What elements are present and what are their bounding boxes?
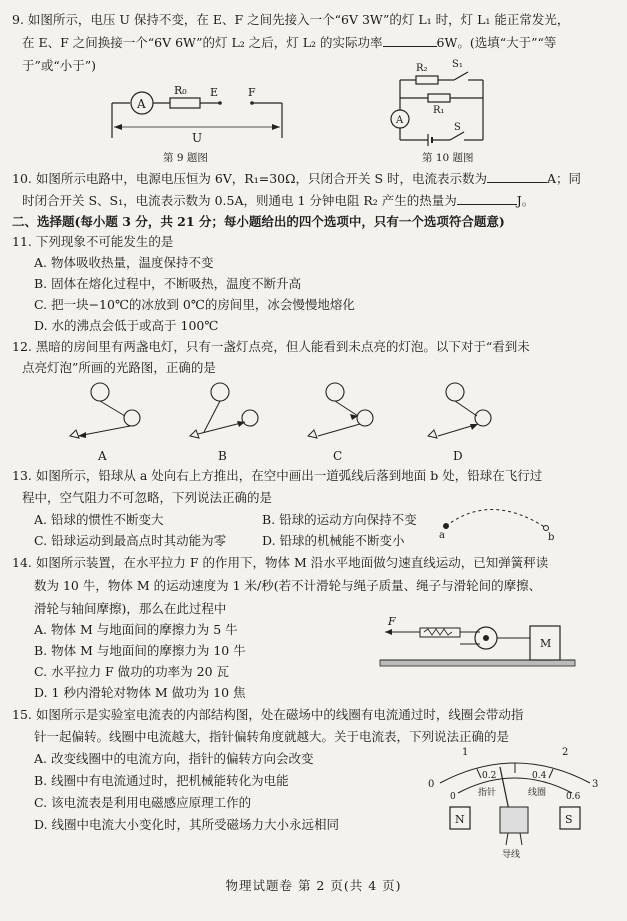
q15-scale-inner-02: 0.2 (482, 771, 497, 781)
q10-r2-label: R₂ (416, 63, 428, 74)
q14-line2: 数为 10 牛，物体 M 的运动速度为 1 米/秒(若不计滑轮与绳子质量、绳子与滑轮间的摩擦、 (34, 578, 542, 593)
q14-option-c: C. 水平拉力 F 做功的功率为 20 瓦 (34, 664, 230, 679)
q14-line3: 滑轮与轴间摩擦)，那么在此过程中 (34, 601, 227, 616)
q15-scale-inner-06: 0.6 (566, 792, 581, 802)
page-footer: 物理试题卷 第 2 页(共 4 页) (225, 878, 402, 893)
q9-circuit-figure (92, 80, 332, 160)
q13-point-b: b (548, 532, 555, 543)
q11-stem: 11. 下列现象不可能发生的是 (12, 234, 174, 249)
q9-f-label: F (248, 86, 256, 99)
q9-line3: 于”或“小于”) (22, 58, 97, 73)
q13-option-c: C. 铅球运动到最高点时其动能为零 (34, 533, 227, 548)
q12-option-c-diagram (308, 383, 373, 438)
q14-mass-label: M (540, 637, 552, 650)
q10-r1-label: R₁ (433, 105, 445, 116)
q13-line1: 13. 如图所示，铅球从 a 处向右上方推出，在空中画出一道弧线后落到地面 b 处，铅球在飞行过 (12, 468, 543, 483)
q10-line1: 10. 如图所示电路中，电源电压恒为 6V，R₁=30Ω，只闭合开关 S 时，电流表示数为 A；同 (12, 171, 582, 186)
q10-answer-blank-1 (487, 170, 547, 183)
q15-option-b: B. 线圈中有电流通过时，把机械能转化为电能 (34, 773, 289, 788)
q12-label-c: C (333, 449, 343, 463)
q14-line1: 14. 如图所示装置，在水平拉力 F 的作用下，物体 M 沿水平地面做匀速直线运动，已知弹簧秤读 (12, 555, 549, 570)
q10-s-label: S (454, 122, 461, 133)
q12-option-a-diagram (70, 383, 140, 438)
q13-line2: 程中，空气阻力不可忽略，下列说法正确的是 (22, 490, 273, 505)
q10-ammeter-label: A (396, 115, 404, 126)
q10-figure-caption: 第 10 题图 (422, 152, 474, 164)
q9-u-label: U (192, 131, 203, 145)
q9-answer-blank (383, 34, 437, 47)
q11-option-c: C. 把一块−10℃的冰放到 0℃的房间里，冰会慢慢地熔化 (34, 297, 355, 312)
q11-option-b: B. 固体在熔化过程中，不断吸热，温度不断升高 (34, 276, 302, 291)
q14-pulley-figure (380, 612, 580, 672)
q13-point-a: a (439, 530, 445, 541)
q15-south-pole: S (565, 813, 573, 826)
q12-label-a: A (98, 449, 107, 463)
q15-option-c: C. 该电流表是利用电磁感应原理工作的 (34, 795, 252, 810)
q10-circuit-figure (388, 58, 508, 153)
q15-scale-outer-right: 3 (592, 779, 599, 790)
q9-r0-label: R₀ (174, 84, 187, 97)
q12-light-path-options (40, 378, 600, 468)
q9-figure-caption: 第 9 题图 (163, 152, 208, 164)
q15-pointer-label: 指针 (478, 788, 497, 798)
q15-scale-outer-left: 0 (428, 779, 435, 790)
q14-option-b: B. 物体 M 与地面间的摩擦力为 10 牛 (34, 643, 246, 658)
q12-line1: 12. 黑暗的房间里有两盏电灯，只有一盏灯点亮，但人能看到未点亮的灯泡。以下对于“看到未 (12, 339, 530, 354)
q10-line2: 时闭合开关 S、S₁，电流表示数为 0.5A，则通电 1 分钟电阻 R₂ 产生的热量为 J。 (22, 193, 535, 208)
q13-trajectory-figure (436, 502, 556, 542)
q15-scale-top-1: 1 (462, 747, 469, 758)
q13-option-a: A. 铅球的惯性不断变大 (34, 512, 164, 527)
q12-label-d: D (453, 449, 463, 463)
q9-line1: 9. 如图所示，电压 U 保持不变，在 E、F 之间先接入一个“6V 3W”的灯 L₁ 时，灯 L₁ 能正常发光， (12, 12, 570, 27)
q15-option-d: D. 线圈中电流大小变化时，其所受磁场力大小永远相同 (34, 817, 340, 832)
section-2-heading: 二、选择题(每小题 3 分，共 21 分；每小题给出的四个选项中，只有一个选项符合题意) (12, 214, 505, 229)
q14-option-a: A. 物体 M 与地面间的摩擦力为 5 牛 (34, 622, 238, 637)
q15-option-a: A. 改变线圈中的电流方向，指针的偏转方向会改变 (34, 751, 314, 766)
q10-answer-blank-2 (457, 192, 517, 205)
q15-wire-label: 导线 (502, 850, 521, 860)
q12-label-b: B (218, 449, 227, 463)
q14-option-d: D. 1 秒内滑轮对物体 M 做功为 10 焦 (34, 685, 246, 700)
q13-option-d: D. 铅球的机械能不断变小 (262, 533, 405, 548)
q12-option-b-diagram (190, 383, 258, 438)
q10-s1-label: S₁ (452, 59, 463, 70)
q14-force-label: F (388, 615, 396, 628)
q15-north-pole: N (455, 813, 465, 826)
q12-option-d-diagram (428, 383, 491, 438)
q11-option-d: D. 水的沸点会低于或高于 100℃ (34, 318, 219, 333)
q9-line2: 在 E、F 之间换接一个“6V 6W”的灯 L₂ 之后，灯 L₂ 的实际功率 6W。(选填“大于”“等 (22, 35, 557, 50)
q15-coil-label: 线圈 (528, 788, 547, 798)
q12-line2: 点亮灯泡”所画的光路图，正确的是 (22, 360, 216, 375)
q15-line1: 15. 如图所示是实验室电流表的内部结构图，处在磁场中的线圈有电流通过时，线圈会带动指 (12, 707, 524, 722)
q15-scale-inner-0: 0 (450, 792, 456, 802)
q11-option-a: A. 物体吸收热量，温度保持不变 (34, 255, 214, 270)
q15-scale-inner-04: 0.4 (532, 771, 547, 781)
q15-scale-top-2: 2 (562, 747, 569, 758)
q15-line2: 针一起偏转。线圈中电流越大，指针偏转角度就越大。关于电流表，下列说法正确的是 (34, 729, 510, 744)
q13-option-b: B. 铅球的运动方向保持不变 (262, 512, 417, 527)
q9-ammeter-label: A (137, 97, 146, 111)
q15-ammeter-figure (420, 745, 610, 860)
q9-e-label: E (210, 86, 219, 99)
